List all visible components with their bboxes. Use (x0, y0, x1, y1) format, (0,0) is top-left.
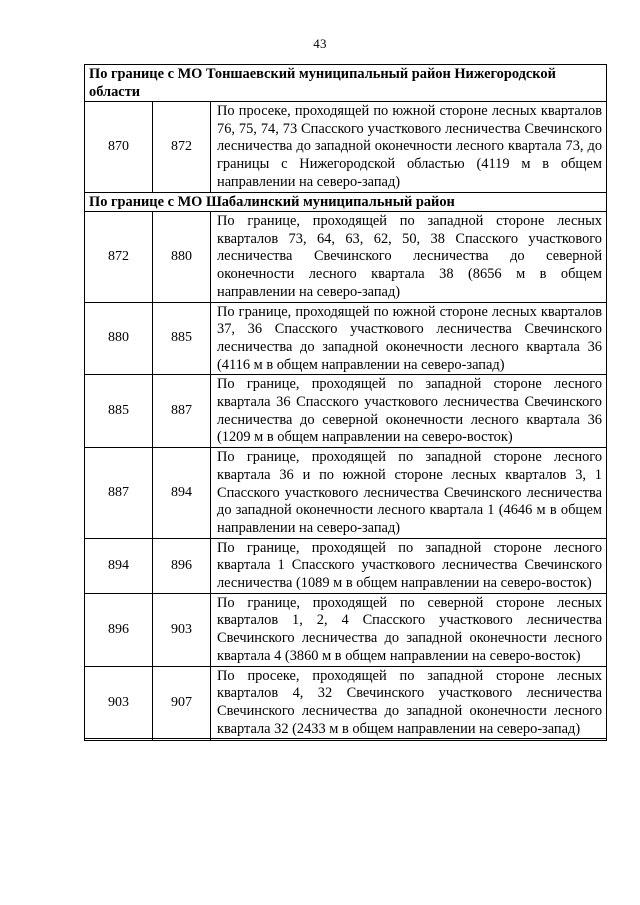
to-point-cell: 903 (153, 593, 211, 666)
to-point-cell: 880 (153, 212, 211, 303)
from-point-cell: 887 (85, 448, 153, 539)
to-point-cell: 907 (153, 666, 211, 739)
description-cell: По границе, проходящей по западной стороне лесного квартала 36 и по южной стороне лесных кварталов 3, 1 Спасского участкового лесничества Свечинского лесничества до западной оконечности лесного квартала 1 (4646 м в общем направлении на северо-запад) (211, 448, 607, 539)
table-row (85, 375, 607, 448)
from-point-cell: 903 (85, 666, 153, 739)
description-cell: По просеке, проходящей по южной стороне лесных кварталов 76, 75, 74, 73 Спасского участкового лесничества Свечинского лесничества до западной оконечности лесного квартала 73, до границы с Нижегородской областью (4119 м в общем направлении на северо-запад) (211, 102, 607, 193)
from-point-cell: 872 (85, 212, 153, 303)
to-point-cell (153, 739, 211, 741)
from-point-cell: 870 (85, 102, 153, 193)
description-cell: По границе, проходящей по западной стороне лесного квартала 1 Спасского участкового лесничества Свечинского лесничества (1089 м в общем направлении на северо-восток) (211, 538, 607, 593)
from-point-cell: 880 (85, 302, 153, 375)
description-cell: По просеке, проходящей по западной стороне лесных кварталов 4, 32 Свечинского участкового лесничества Свечинского лесничества до западной оконечности лесного квартала 32 (2433 м в общем направлении на северо-запад) (211, 666, 607, 739)
table-row (85, 448, 607, 539)
section-header: По границе с МО Шабалинский муниципальный район (85, 192, 607, 212)
description-cell: По границе, проходящей по западной стороне лесных кварталов 73, 64, 63, 62, 50, 38 Спасского участкового лесничества Свечинского лесничества до северной оконечности лесного квартала 38 (8656 м в общем направлении на северо-запад) (211, 212, 607, 303)
from-point-cell: 896 (85, 593, 153, 666)
to-point-cell: 894 (153, 448, 211, 539)
table-row (85, 739, 607, 741)
section-header: По границе с МО Тоншаевский муниципальный район Нижегородской области (85, 65, 607, 102)
table-row (85, 212, 607, 303)
to-point-cell: 872 (153, 102, 211, 193)
from-point-cell (85, 739, 153, 741)
description-cell: По границе, проходящей по южной стороне лесных кварталов 37, 36 Спасского участкового лесничества Свечинского лесничества до западной оконечности лесного квартала 36 (4116 м в общем направлении на северо-запад) (211, 302, 607, 375)
section-header-row (85, 192, 607, 212)
description-cell (211, 739, 607, 741)
to-point-cell: 896 (153, 538, 211, 593)
description-cell: По границе, проходящей по северной стороне лесных кварталов 1, 2, 4 Спасского участкового лесничества Свечинского лесничества до западной оконечности лесного квартала 4 (3860 м в общем направлении на северо-восток) (211, 593, 607, 666)
description-cell: По границе, проходящей по западной стороне лесного квартала 36 Спасского участкового лесничества Свечинского лесничества до северной оконечности лесного квартала 36 (1209 м в общем направлении на северо-восток) (211, 375, 607, 448)
table-row (85, 593, 607, 666)
to-point-cell: 885 (153, 302, 211, 375)
section-header-row (85, 65, 607, 102)
to-point-cell: 887 (153, 375, 211, 448)
table-row (85, 666, 607, 739)
table-row (85, 302, 607, 375)
table-row (85, 102, 607, 193)
table-row (85, 538, 607, 593)
boundary-table (84, 64, 607, 741)
page-number: 43 (313, 36, 327, 51)
from-point-cell: 894 (85, 538, 153, 593)
from-point-cell: 885 (85, 375, 153, 448)
